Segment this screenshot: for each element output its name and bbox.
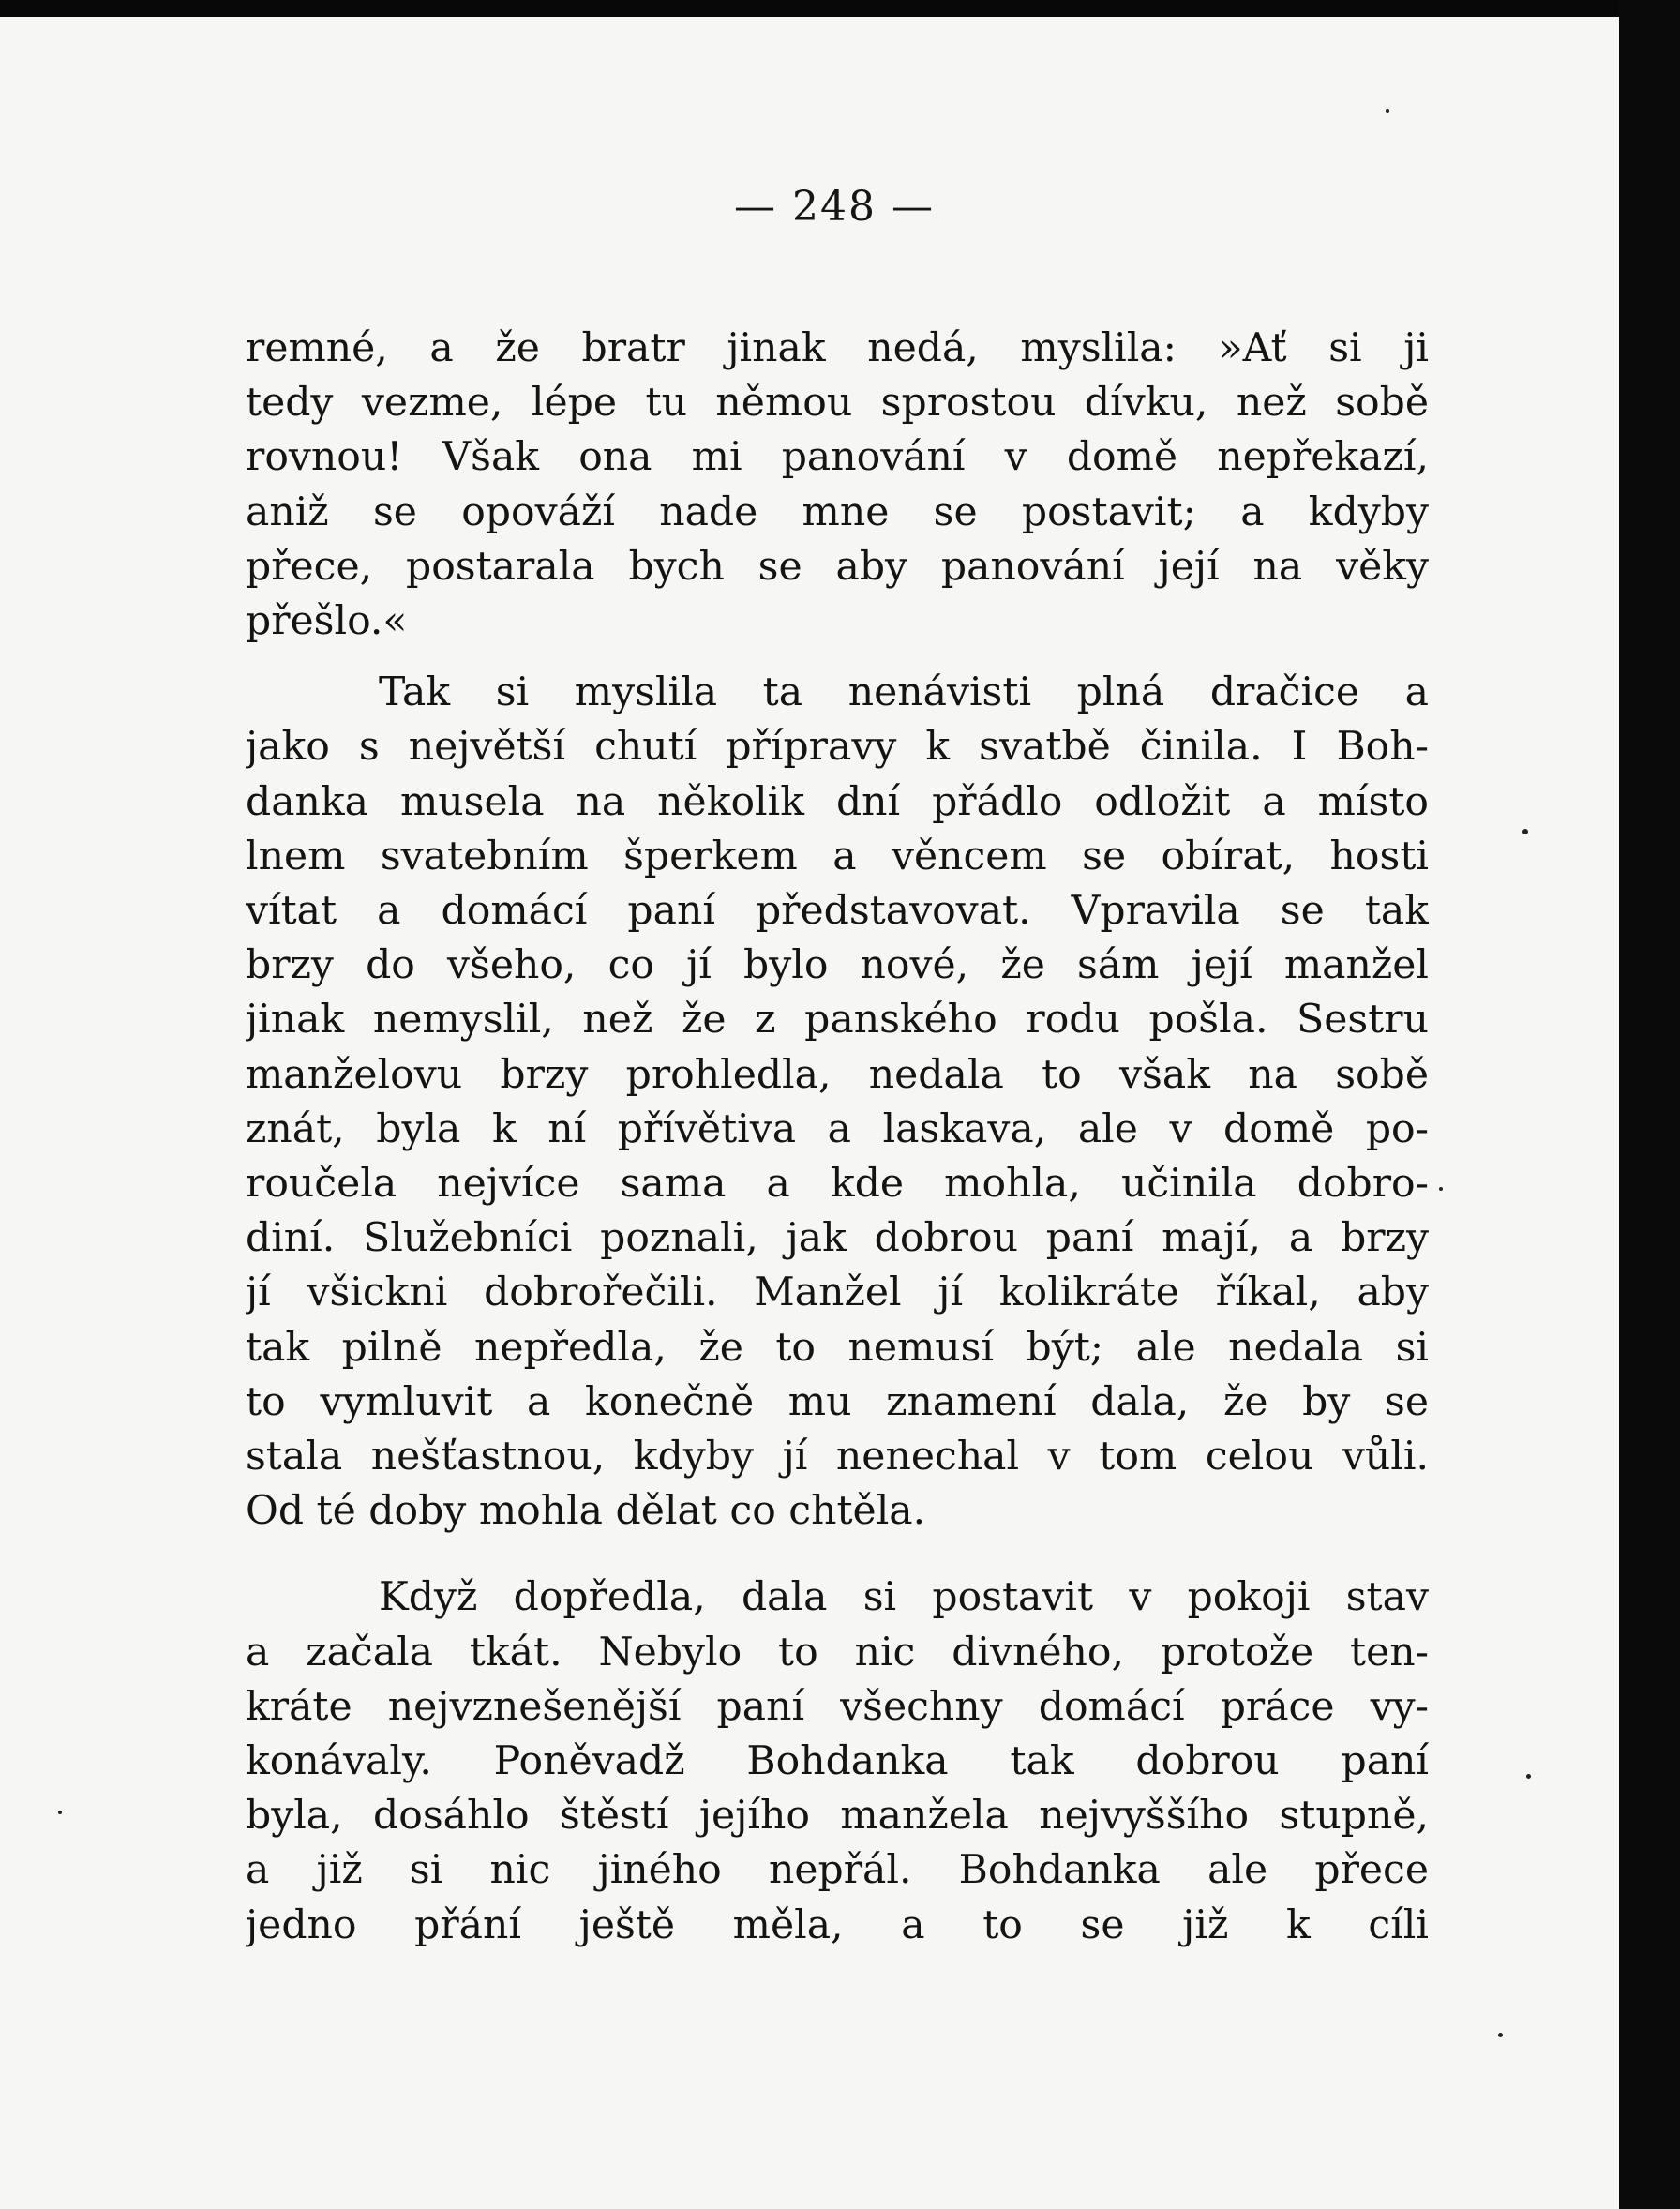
body-text <box>246 322 1429 1953</box>
text-line: manželovu brzy prohledla, nedala to však na sobě <box>246 1051 1429 1098</box>
text-line: jedno přání ještě měla, a to se již k cíli <box>246 1901 1429 1948</box>
text-line: diní. Služebníci poznali, jak dobrou paní mají, a brzy <box>246 1215 1429 1262</box>
text-line: byla, dosáhlo štěstí jejího manžela nejvyššího stupně, <box>246 1793 1429 1840</box>
text-line: rovnou! Však ona mi panování v domě nepřekazí, <box>246 434 1429 481</box>
text-line: přece, postarala bych se aby panování její na věky <box>246 543 1429 590</box>
scan-speck <box>1498 2033 1503 2037</box>
text-line: Když dopředla, dala si postavit v pokoji stav <box>379 1574 1429 1621</box>
text-line: remné, a že bratr jinak nedá, myslila: »Ať si ji <box>246 325 1429 371</box>
scan-speck <box>1386 109 1389 113</box>
scan-speck <box>1526 1774 1531 1779</box>
text-line: konávaly. Poněvadž Bohdanka tak dobrou paní <box>246 1738 1429 1785</box>
text-line: aniž se opováží nade mne se postavit; a kdyby <box>246 488 1429 535</box>
text-line: přešlo.« <box>246 598 408 645</box>
paragraph-2 <box>246 666 1429 1539</box>
text-line: kráte nejvznešenější paní všechny domácí práce vy- <box>246 1683 1429 1730</box>
text-line: jí všickni dobrořečili. Manžel jí kolikráte říkal, aby <box>246 1270 1429 1316</box>
text-line: lnem svatebním šperkem a věncem se obírat, hosti <box>246 833 1429 879</box>
text-line: jako s největší chutí přípravy k svatbě činila. I Boh- <box>246 724 1429 771</box>
text-line: to vymluvit a konečně mu znamení dala, že by se <box>246 1378 1429 1425</box>
scan-top-border <box>0 0 1680 17</box>
scan-right-border <box>1619 0 1680 2209</box>
text-line: Tak si myslila ta nenávisti plná dračice a <box>379 669 1429 716</box>
book-page <box>0 17 1619 2209</box>
text-line: vítat a domácí paní představovat. Vpravila se tak <box>246 888 1429 935</box>
scan-speck <box>1439 1187 1443 1191</box>
text-line: tedy vezme, lépe tu němou sprostou dívku, než sobě <box>246 380 1429 427</box>
page-number: — 248 — <box>734 183 935 231</box>
scan-speck <box>58 1811 62 1814</box>
text-line: a již si nic jiného nepřál. Bohdanka ale přece <box>246 1847 1429 1894</box>
paragraph-1 <box>246 322 1429 649</box>
text-line: jinak nemyslil, než že z panského rodu pošla. Sestru <box>246 997 1429 1044</box>
text-line: roučela nejvíce sama a kde mohla, učinila dobro- <box>246 1161 1429 1208</box>
scan-speck <box>1522 829 1528 834</box>
paragraph-3 <box>246 1570 1429 1952</box>
text-line: danka musela na několik dní přádlo odložit a místo <box>246 778 1429 825</box>
text-line: a začala tkát. Nebylo to nic divného, protože ten- <box>246 1629 1429 1676</box>
text-line: stala nešťastnou, kdyby jí nenechal v tom celou vůli. <box>246 1434 1429 1480</box>
text-line: tak pilně nepředla, že to nemusí být; ale nedala si <box>246 1324 1429 1371</box>
text-line: znát, byla k ní přívětiva a laskava, ale v domě po- <box>246 1105 1429 1152</box>
text-line: Od té doby mohla dělat co chtěla. <box>246 1488 926 1535</box>
text-line: brzy do všeho, co jí bylo nové, že sám její manžel <box>246 942 1429 989</box>
